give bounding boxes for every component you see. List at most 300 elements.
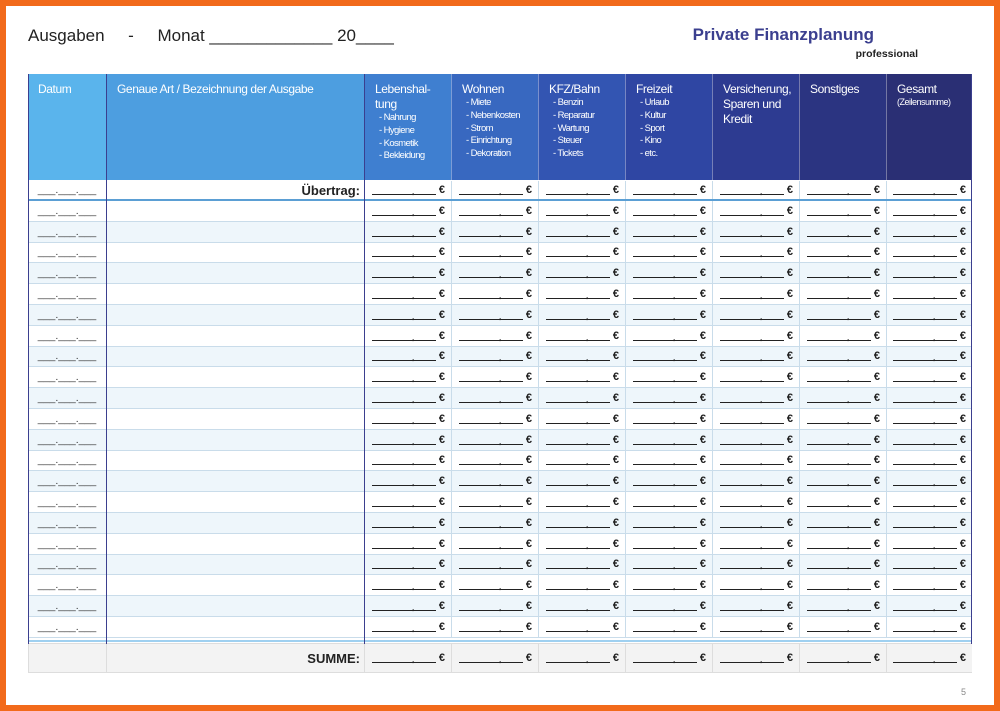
amount-field[interactable] xyxy=(712,326,799,346)
amount-line xyxy=(372,653,436,663)
amount-blank xyxy=(800,205,886,217)
amount-field[interactable] xyxy=(886,555,972,575)
amount-line xyxy=(633,539,697,549)
description-field[interactable] xyxy=(106,263,364,283)
amount-field[interactable] xyxy=(625,305,712,325)
decimal-comma: , xyxy=(411,186,415,196)
amount-field[interactable] xyxy=(625,388,712,408)
amount-line xyxy=(459,227,523,237)
header-subitem: - Benzin xyxy=(553,97,584,108)
header-label: Datum xyxy=(38,82,72,96)
amount-field[interactable] xyxy=(364,492,451,512)
amount-field[interactable] xyxy=(712,284,799,304)
amount-field[interactable] xyxy=(364,388,451,408)
date-field[interactable]: ___.___.___ xyxy=(37,496,97,509)
amount-field[interactable] xyxy=(538,305,625,325)
amount-field[interactable] xyxy=(538,222,625,242)
sum-amount-field[interactable] xyxy=(712,644,799,672)
amount-blank xyxy=(713,267,799,279)
amount-field[interactable] xyxy=(799,596,886,616)
date-field[interactable]: ___.___.___ xyxy=(37,579,97,592)
description-field[interactable] xyxy=(106,222,364,242)
amount-field[interactable] xyxy=(538,596,625,616)
amount-line xyxy=(459,414,523,424)
amount-field[interactable] xyxy=(364,617,451,637)
amount-blank xyxy=(800,267,886,279)
euro-sign: € xyxy=(873,225,880,238)
description-field[interactable] xyxy=(106,513,364,533)
amount-field[interactable] xyxy=(712,305,799,325)
amount-field[interactable] xyxy=(364,534,451,554)
description-field[interactable] xyxy=(106,305,364,325)
amount-field[interactable] xyxy=(799,326,886,346)
date-field[interactable]: ___.___.___ xyxy=(37,246,97,259)
amount-field[interactable] xyxy=(364,451,451,471)
amount-field[interactable] xyxy=(799,367,886,387)
euro-sign: € xyxy=(699,433,706,446)
amount-field[interactable] xyxy=(799,181,886,199)
sum-amount-field[interactable] xyxy=(625,644,712,672)
amount-field[interactable] xyxy=(364,555,451,575)
amount-field[interactable] xyxy=(538,367,625,387)
amount-field[interactable] xyxy=(451,326,538,346)
amount-field[interactable] xyxy=(886,326,972,346)
date-field[interactable]: ___.___.___ xyxy=(37,537,97,550)
amount-field[interactable] xyxy=(712,575,799,595)
amount-field[interactable] xyxy=(712,243,799,263)
amount-line xyxy=(372,559,436,569)
amount-field[interactable] xyxy=(538,284,625,304)
amount-field[interactable] xyxy=(625,222,712,242)
amount-field[interactable] xyxy=(451,201,538,221)
amount-line xyxy=(459,601,523,611)
amount-line xyxy=(893,206,957,216)
amount-field[interactable] xyxy=(712,617,799,637)
description-field[interactable] xyxy=(106,326,364,346)
amount-field[interactable] xyxy=(451,347,538,367)
amount-field[interactable] xyxy=(886,305,972,325)
amount-field[interactable] xyxy=(625,284,712,304)
amount-field[interactable] xyxy=(625,617,712,637)
date-field[interactable]: ___.___.___ xyxy=(37,620,97,633)
amount-line xyxy=(459,622,523,632)
amount-field[interactable] xyxy=(364,596,451,616)
amount-line xyxy=(720,539,784,549)
amount-field[interactable] xyxy=(886,430,972,450)
description-field[interactable] xyxy=(106,596,364,616)
amount-field[interactable] xyxy=(712,367,799,387)
decimal-comma: , xyxy=(585,206,589,217)
amount-blank xyxy=(887,288,972,300)
amount-field[interactable] xyxy=(364,409,451,429)
amount-line xyxy=(720,414,784,424)
description-field[interactable] xyxy=(106,388,364,408)
amount-field[interactable] xyxy=(712,222,799,242)
amount-field[interactable] xyxy=(625,201,712,221)
date-field[interactable]: ___.___.___ xyxy=(37,350,97,363)
decimal-comma: , xyxy=(932,186,936,196)
amount-field[interactable] xyxy=(625,555,712,575)
amount-line xyxy=(372,580,436,590)
amount-field[interactable] xyxy=(364,430,451,450)
amount-blank xyxy=(452,330,538,342)
amount-field[interactable] xyxy=(886,181,972,199)
amount-line xyxy=(459,653,523,663)
amount-field[interactable] xyxy=(799,222,886,242)
amount-field[interactable] xyxy=(625,471,712,491)
date-field[interactable]: ___.___.___ xyxy=(37,558,97,571)
description-field[interactable] xyxy=(106,430,364,450)
description-field[interactable] xyxy=(106,492,364,512)
amount-field[interactable] xyxy=(712,596,799,616)
amount-field[interactable] xyxy=(364,575,451,595)
amount-field[interactable] xyxy=(364,305,451,325)
amount-field[interactable] xyxy=(799,451,886,471)
amount-field[interactable] xyxy=(451,513,538,533)
description-field[interactable] xyxy=(106,555,364,575)
amount-field[interactable] xyxy=(538,388,625,408)
amount-field[interactable] xyxy=(451,617,538,637)
amount-field[interactable] xyxy=(712,471,799,491)
amount-field[interactable] xyxy=(886,513,972,533)
euro-sign: € xyxy=(438,204,445,217)
amount-field[interactable] xyxy=(625,451,712,471)
amount-field[interactable] xyxy=(451,534,538,554)
amount-field[interactable] xyxy=(799,555,886,575)
table-row xyxy=(28,596,972,617)
euro-sign: € xyxy=(438,329,445,342)
euro-sign: € xyxy=(438,350,445,363)
amount-field[interactable] xyxy=(799,409,886,429)
amount-field[interactable] xyxy=(364,181,451,199)
header-datum xyxy=(28,74,106,180)
amount-field[interactable] xyxy=(886,263,972,283)
amount-field[interactable] xyxy=(625,575,712,595)
date-field[interactable]: ___.___.___ xyxy=(37,288,97,301)
decimal-comma: , xyxy=(411,518,415,529)
amount-field[interactable] xyxy=(451,575,538,595)
amount-field[interactable] xyxy=(886,284,972,304)
decimal-comma: , xyxy=(498,310,502,321)
amount-blank xyxy=(713,330,799,342)
amount-field[interactable] xyxy=(799,534,886,554)
amount-field[interactable] xyxy=(712,534,799,554)
sum-amount-field[interactable] xyxy=(538,644,625,672)
date-field[interactable]: ___.___.___ xyxy=(37,204,97,217)
amount-field[interactable] xyxy=(886,222,972,242)
description-field[interactable] xyxy=(106,534,364,554)
amount-field[interactable] xyxy=(625,263,712,283)
amount-field[interactable] xyxy=(364,222,451,242)
amount-field[interactable] xyxy=(451,222,538,242)
amount-field[interactable] xyxy=(886,388,972,408)
decimal-comma: , xyxy=(411,539,415,550)
amount-blank xyxy=(452,371,538,383)
euro-sign: € xyxy=(612,412,619,425)
header-label: Sonstiges xyxy=(810,82,860,96)
amount-field[interactable] xyxy=(712,555,799,575)
amount-field[interactable] xyxy=(712,181,799,199)
amount-field[interactable] xyxy=(712,347,799,367)
description-field[interactable] xyxy=(106,617,364,637)
amount-blank xyxy=(452,309,538,321)
decimal-comma: , xyxy=(411,498,415,509)
decimal-comma: , xyxy=(846,477,850,488)
amount-blank xyxy=(713,558,799,570)
date-field[interactable]: ___.___.___ xyxy=(37,225,97,238)
amount-field[interactable] xyxy=(712,409,799,429)
amount-field[interactable] xyxy=(886,367,972,387)
amount-field[interactable] xyxy=(799,305,886,325)
amount-field[interactable] xyxy=(538,347,625,367)
amount-field[interactable] xyxy=(538,492,625,512)
euro-sign: € xyxy=(612,579,619,592)
amount-line xyxy=(807,653,871,663)
date-field[interactable]: ___.___.___ xyxy=(37,600,97,613)
amount-field[interactable] xyxy=(451,388,538,408)
amount-field[interactable] xyxy=(625,534,712,554)
euro-sign: € xyxy=(699,496,706,509)
amount-field[interactable] xyxy=(538,555,625,575)
euro-sign: € xyxy=(873,412,880,425)
euro-sign: € xyxy=(525,496,532,509)
amount-field[interactable] xyxy=(538,617,625,637)
amount-line xyxy=(546,310,610,320)
amount-field[interactable] xyxy=(538,243,625,263)
column-rule xyxy=(106,74,107,644)
amount-line xyxy=(546,227,610,237)
table-row xyxy=(28,575,972,596)
euro-sign: € xyxy=(699,579,706,592)
amount-field[interactable] xyxy=(712,263,799,283)
amount-field[interactable] xyxy=(625,409,712,429)
sum-amount-field[interactable] xyxy=(886,644,972,672)
decimal-comma: , xyxy=(585,581,589,592)
amount-field[interactable] xyxy=(451,451,538,471)
amount-field[interactable] xyxy=(538,471,625,491)
amount-field[interactable] xyxy=(451,409,538,429)
amount-field[interactable] xyxy=(886,534,972,554)
amount-field[interactable] xyxy=(886,243,972,263)
amount-field[interactable] xyxy=(799,347,886,367)
decimal-comma: , xyxy=(759,186,763,196)
sum-amount-field[interactable] xyxy=(364,644,451,672)
amount-field[interactable] xyxy=(625,243,712,263)
amount-field[interactable] xyxy=(886,347,972,367)
amount-field[interactable] xyxy=(712,492,799,512)
amount-field[interactable] xyxy=(538,451,625,471)
date-field[interactable]: ___.___.___ xyxy=(37,412,97,425)
amount-field[interactable] xyxy=(451,305,538,325)
amount-field[interactable] xyxy=(538,181,625,199)
header-subitem: - Sport xyxy=(640,122,665,134)
amount-field[interactable] xyxy=(799,575,886,595)
decimal-comma: , xyxy=(585,654,589,664)
amount-field[interactable] xyxy=(364,243,451,263)
amount-blank xyxy=(626,652,712,664)
amount-field[interactable] xyxy=(799,284,886,304)
amount-field[interactable] xyxy=(886,596,972,616)
decimal-comma: , xyxy=(932,560,936,571)
sum-amount-field[interactable] xyxy=(451,644,538,672)
euro-sign: € xyxy=(699,652,706,664)
amount-field[interactable] xyxy=(625,181,712,199)
decimal-comma: , xyxy=(585,186,589,196)
amount-blank xyxy=(539,309,625,321)
description-field[interactable] xyxy=(106,471,364,491)
date-field[interactable]: ___.___.___ xyxy=(37,475,97,488)
amount-field[interactable] xyxy=(451,596,538,616)
amount-field[interactable] xyxy=(451,492,538,512)
amount-field[interactable] xyxy=(364,347,451,367)
euro-sign: € xyxy=(699,246,706,259)
description-field[interactable] xyxy=(106,284,364,304)
euro-sign: € xyxy=(699,620,706,633)
euro-sign: € xyxy=(873,246,880,259)
amount-field[interactable] xyxy=(451,555,538,575)
euro-sign: € xyxy=(873,496,880,509)
amount-field[interactable] xyxy=(451,263,538,283)
amount-field[interactable] xyxy=(799,430,886,450)
date-field[interactable]: ___.___.___ xyxy=(37,371,97,384)
amount-blank xyxy=(452,652,538,664)
header-freizeit xyxy=(625,74,712,180)
date-field[interactable]: ___.___.___ xyxy=(37,267,97,280)
amount-blank xyxy=(800,184,886,196)
amount-field[interactable] xyxy=(712,451,799,471)
amount-field[interactable] xyxy=(538,263,625,283)
amount-field[interactable] xyxy=(364,284,451,304)
decimal-comma: , xyxy=(846,227,850,238)
amount-field[interactable] xyxy=(451,243,538,263)
euro-sign: € xyxy=(873,454,880,467)
description-field[interactable] xyxy=(106,409,364,429)
date-field[interactable]: ___.___.___ xyxy=(37,308,97,321)
amount-field[interactable] xyxy=(538,326,625,346)
amount-line xyxy=(720,435,784,445)
amount-field[interactable] xyxy=(625,430,712,450)
euro-sign: € xyxy=(612,350,619,363)
decimal-comma: , xyxy=(932,269,936,280)
amount-field[interactable] xyxy=(364,367,451,387)
amount-field[interactable] xyxy=(625,367,712,387)
amount-field[interactable] xyxy=(886,409,972,429)
decimal-comma: , xyxy=(759,290,763,301)
amount-field[interactable] xyxy=(538,430,625,450)
decimal-comma: , xyxy=(759,456,763,467)
amount-blank xyxy=(365,434,451,446)
amount-blank xyxy=(626,413,712,425)
date-field[interactable]: ___.___.___ xyxy=(37,184,97,196)
amount-field[interactable] xyxy=(625,326,712,346)
amount-field[interactable] xyxy=(886,575,972,595)
amount-field[interactable] xyxy=(886,617,972,637)
amount-line xyxy=(893,435,957,445)
amount-field[interactable] xyxy=(538,575,625,595)
amount-field[interactable] xyxy=(451,430,538,450)
amount-field[interactable] xyxy=(799,492,886,512)
date-field[interactable]: ___.___.___ xyxy=(37,516,97,529)
amount-field[interactable] xyxy=(451,367,538,387)
amount-line xyxy=(720,393,784,403)
amount-field[interactable] xyxy=(886,471,972,491)
amount-field[interactable] xyxy=(799,388,886,408)
table-row xyxy=(28,492,972,513)
amount-field[interactable] xyxy=(538,534,625,554)
decimal-comma: , xyxy=(932,352,936,363)
amount-field[interactable] xyxy=(625,492,712,512)
amount-field[interactable] xyxy=(364,201,451,221)
amount-line xyxy=(546,653,610,663)
amount-field[interactable] xyxy=(451,181,538,199)
amount-field[interactable] xyxy=(625,596,712,616)
amount-field[interactable] xyxy=(799,263,886,283)
amount-field[interactable] xyxy=(451,284,538,304)
amount-field[interactable] xyxy=(799,243,886,263)
amount-field[interactable] xyxy=(364,263,451,283)
date-field[interactable]: ___.___.___ xyxy=(37,433,97,446)
decimal-comma: , xyxy=(498,414,502,425)
amount-field[interactable] xyxy=(799,617,886,637)
amount-line xyxy=(633,559,697,569)
amount-field[interactable] xyxy=(799,471,886,491)
decimal-comma: , xyxy=(672,654,676,664)
date-field[interactable]: ___.___.___ xyxy=(37,329,97,342)
amount-field[interactable] xyxy=(538,409,625,429)
amount-field[interactable] xyxy=(712,513,799,533)
amount-field[interactable] xyxy=(712,388,799,408)
amount-line xyxy=(372,227,436,237)
amount-field[interactable] xyxy=(886,492,972,512)
amount-field[interactable] xyxy=(364,326,451,346)
description-field[interactable] xyxy=(106,201,364,221)
header-subitem: - etc. xyxy=(640,148,658,160)
date-field[interactable]: ___.___.___ xyxy=(37,454,97,467)
amount-field[interactable] xyxy=(538,201,625,221)
amount-field[interactable] xyxy=(712,430,799,450)
sum-amount-field[interactable] xyxy=(799,644,886,672)
date-field[interactable]: ___.___.___ xyxy=(37,392,97,405)
description-field[interactable] xyxy=(106,575,364,595)
amount-field[interactable] xyxy=(538,513,625,533)
amount-field[interactable] xyxy=(364,513,451,533)
euro-sign: € xyxy=(525,267,532,280)
euro-sign: € xyxy=(873,558,880,571)
amount-field[interactable] xyxy=(799,513,886,533)
amount-field[interactable] xyxy=(712,201,799,221)
euro-sign: € xyxy=(786,537,793,550)
amount-field[interactable] xyxy=(799,201,886,221)
amount-field[interactable] xyxy=(364,471,451,491)
amount-blank xyxy=(800,309,886,321)
amount-field[interactable] xyxy=(451,471,538,491)
description-field[interactable] xyxy=(106,347,364,367)
decimal-comma: , xyxy=(932,373,936,384)
amount-field[interactable] xyxy=(625,347,712,367)
description-field[interactable] xyxy=(106,451,364,471)
amount-field[interactable] xyxy=(886,451,972,471)
euro-sign: € xyxy=(786,288,793,301)
amount-field[interactable] xyxy=(625,513,712,533)
description-field[interactable] xyxy=(106,243,364,263)
amount-line xyxy=(807,227,871,237)
decimal-comma: , xyxy=(846,414,850,425)
decimal-comma: , xyxy=(846,456,850,467)
decimal-comma: , xyxy=(846,498,850,509)
header-subitem: - Wartung xyxy=(553,122,589,134)
amount-field[interactable] xyxy=(886,201,972,221)
description-field[interactable] xyxy=(106,367,364,387)
